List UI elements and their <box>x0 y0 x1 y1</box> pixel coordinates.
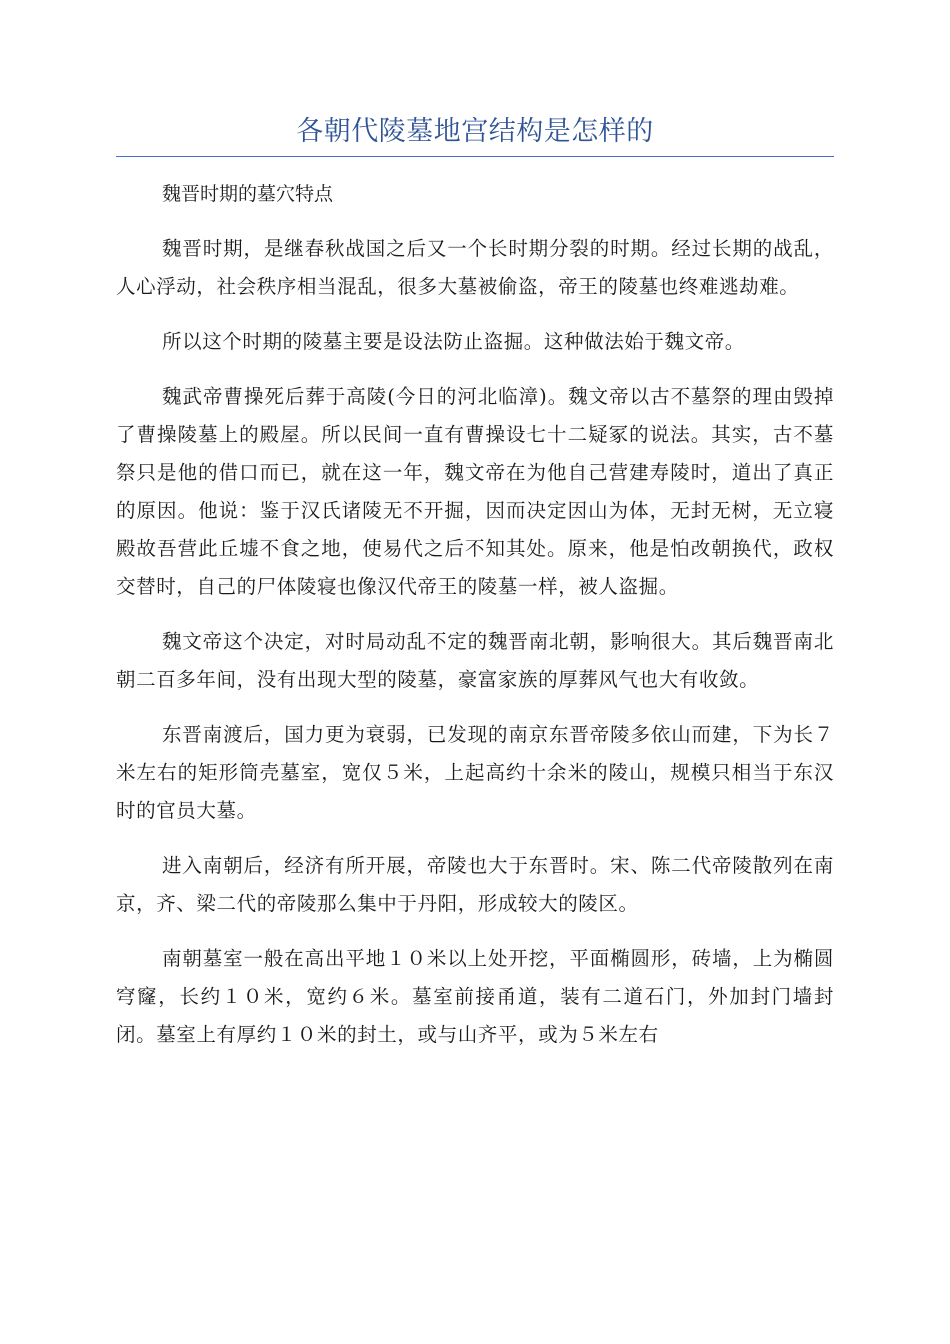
document-page <box>116 108 834 1071</box>
paragraph: 魏晋时期，是继春秋战国之后又一个长时期分裂的时期。经过长期的战乱，人心浮动，社会秩序相当混乱，很多大墓被偷盗，帝王的陵墓也终难逃劫难。 <box>116 237 834 298</box>
paragraph: 进入南朝后，经济有所开展，帝陵也大于东晋时。宋、陈二代帝陵散列在南京，齐、梁二代的帝陵那么集中于丹阳，形成较大的陵区。 <box>116 854 834 915</box>
paragraph: 魏文帝这个决定，对时局动乱不定的魏晋南北朝，影响很大。其后魏晋南北朝二百多年间，没有出现大型的陵墓，豪富家族的厚葬风气也大有收敛。 <box>116 630 834 691</box>
title-underline-rule <box>116 156 834 157</box>
document-title: 各朝代陵墓地宫结构是怎样的 <box>296 116 654 147</box>
section-heading: 魏晋时期的墓穴特点 <box>162 183 334 205</box>
paragraph: 南朝墓室一般在高出平地１０米以上处开挖，平面椭圆形，砖墙，上为椭圆穹窿，长约１０米，宽约６米。墓室前接甬道，装有二道石门，外加封门墙封闭。墓室上有厚约１０米的封土，或与山齐平，或为５米左右 <box>116 947 834 1046</box>
paragraph: 东晋南渡后，国力更为衰弱，已发现的南京东晋帝陵多依山而建，下为长７米左右的矩形筒壳墓室，宽仅５米，上起高约十余米的陵山，规模只相当于东汉时的官员大墓。 <box>116 723 834 822</box>
paragraph: 魏武帝曹操死后葬于高陵(今日的河北临漳)。魏文帝以古不墓祭的理由毁掉了曹操陵墓上的殿屋。所以民间一直有曹操设七十二疑冢的说法。其实，古不墓祭只是他的借口而已，就在这一年，魏文帝在为他自己营建寿陵时，道出了真正的原因。他说：鉴于汉氏诸陵无不开掘，因而决定因山为体，无封无树，无立寝殿故吾营此丘墟不食之地，使易代之后不知其处。原来，他是怕改朝换代，政权交替时，自己的尸体陵寝也像汉代帝王的陵墓一样，被人盗掘。 <box>116 385 834 598</box>
paragraph: 所以这个时期的陵墓主要是设法防止盗掘。这种做法始于魏文帝。 <box>162 330 745 353</box>
